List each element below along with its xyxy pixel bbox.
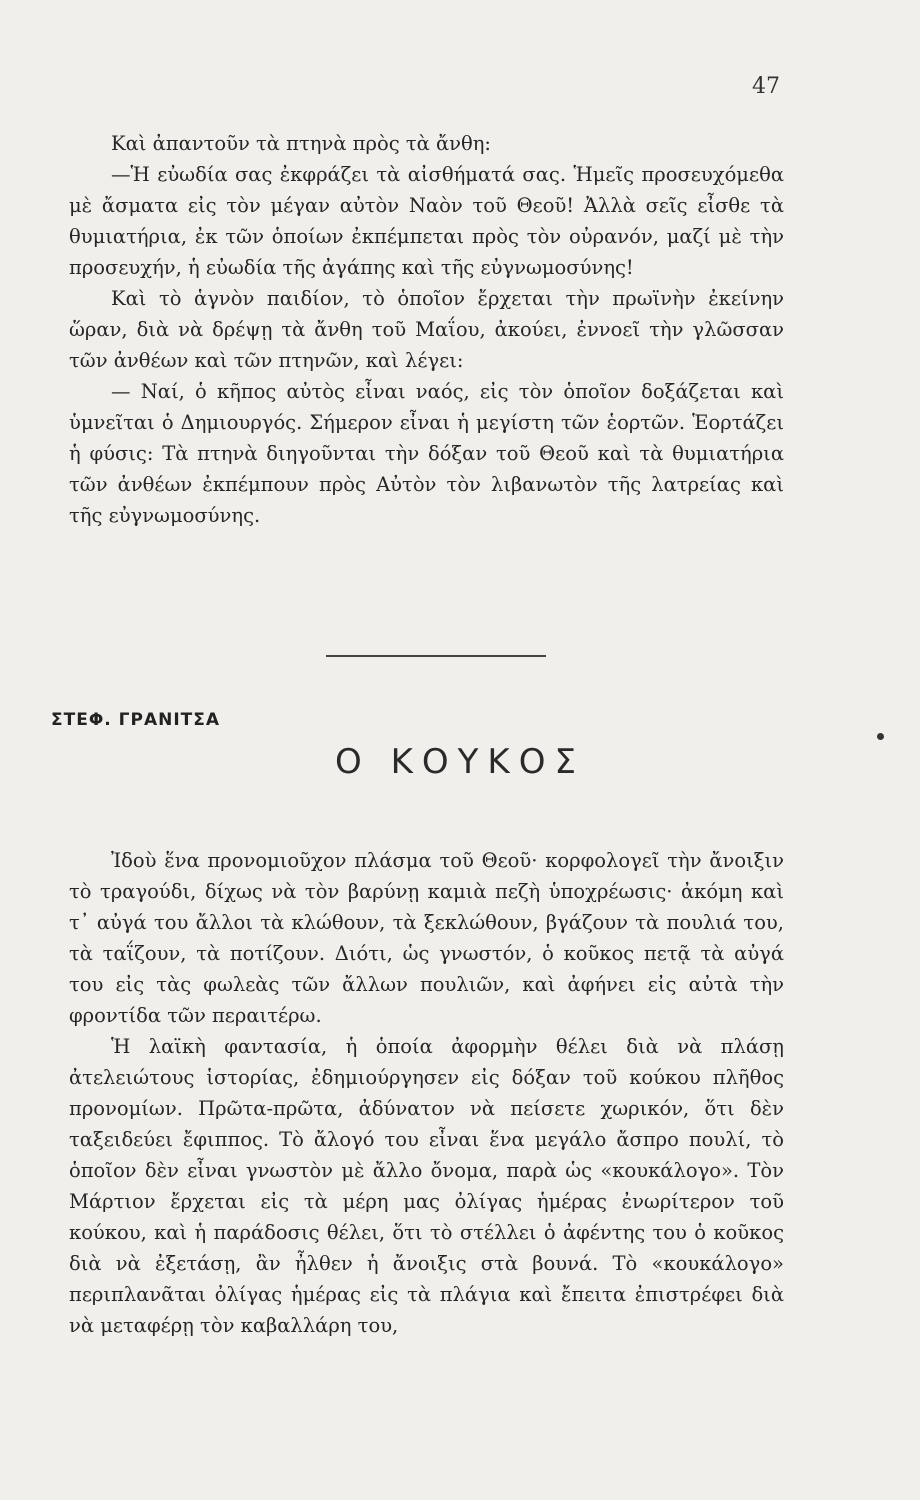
paragraph: —Ἡ εὐωδία σας ἐκφράζει τὰ αἰσθήματά σας. Ἡμεῖς προσευχόμεθα μὲ ἄσματα εἰς τὸν μέγαν αὐτὸν Ναὸν τοῦ Θεοῦ! Ἀλλὰ σεῖς εἶσθε τὰ θυμιατήρια, ἐκ τῶν ὁποίων ἐκπέμπεται πρὸς τὸν οὐρανόν, μαζί μὲ τὴν προσευχήν, ἡ εὐωδία τῆς ἀγάπης καὶ τῆς εὐγνωμοσύνης! [69,163,784,279]
paragraph: Ἡ λαϊκὴ φαντασία, ἡ ὁποία ἀφορμὴν θέλει διὰ νὰ πλάσῃ ἀτελειώτους ἱστορίας, ἐδημιούργησεν εἰς δόξαν τοῦ κούκου πλῆθος προνομίων. Πρῶτα-πρῶτα, ἀδύνατον νὰ πείσετε χωρικόν, ὅτι δὲν ταξειδεύει ἔφιππος. Τὸ ἄλογό του εἶναι ἕνα μεγάλο ἄσπρο πουλί, τὸ ὁποῖον δὲν εἶναι γνωστὸν μὲ ἄλλο ὄνομα, παρὰ ὡς «κουκάλογο». Τὸν Μάρτιον ἔρχεται εἰς τὰ μέρη μας ὀλίγας ἡμέρας ἐνωρίτερον τοῦ κούκου, καὶ ἡ παράδοσις θέλει, ὅτι τὸ στέλλει ὁ ἀφέντης του ὁ κοῦκος διὰ νὰ ἐξετάσῃ, ἂν ἦλθεν ἡ ἄνοιξις στὰ βουνά. Τὸ «κουκάλογο» περιπλανᾶται ὀλίγας ἡμέρας εἰς τὰ πλάγια καὶ ἔπειτα ἐπιστρέφει διὰ νὰ μεταφέρῃ τὸν καβαλλάρη του, [69,1035,784,1337]
author-name: ΣΤΕΦ. ΓΡΑΝΙΤΣΑ [51,710,221,730]
paragraph: Ἰδοὺ ἕνα προνομιοῦχον πλάσμα τοῦ Θεοῦ· κορφολογεῖ τὴν ἄνοιξιν τὸ τραγούδι, δίχως νὰ τὸν βαρύνῃ καμιὰ πεζὴ ὑποχρέωσις· ἀκόμη καὶ τ᾿ αὐγά του ἄλλοι τὰ κλώθουν, τὰ ξεκλώθουν, βγάζουν τὰ πουλιά του, τὰ ταΐζουν, τὰ ποτίζουν. Διότι, ὡς γνωστόν, ὁ κοῦκος πετᾷ τὰ αὐγά του εἰς τὰς φωλεὰς τῶν ἄλλων πουλιῶν, καὶ ἀφήνει εἰς αὐτὰ τὴν φροντίδα τῶν περαιτέρω. [69,849,784,1027]
article-title: Ο ΚΟΥΚΟΣ [335,742,585,782]
text-block-upper [69,128,784,531]
text-block-lower [69,845,784,1341]
paragraph: Καὶ τὸ ἁγνὸν παιδίον, τὸ ὁποῖον ἔρχεται τὴν πρωϊνὴν ἐκείνην ὥραν, διὰ νὰ δρέψῃ τὰ ἄνθη τοῦ Μαΐου, ἀκούει, ἐννοεῖ τὴν γλῶσσαν τῶν ἀνθέων καὶ τῶν πτηνῶν, καὶ λέγει: [69,287,784,372]
paragraph: — Ναί, ὁ κῆπος αὐτὸς εἶναι ναός, εἰς τὸν ὁποῖον δοξάζεται καὶ ὑμνεῖται ὁ Δημιουργός. Σήμερον εἶναι ἡ μεγίστη τῶν ἑορτῶν. Ἑορτάζει ἡ φύσις: Τὰ πτηνὰ διηγοῦνται τὴν δόξαν τοῦ Θεοῦ καὶ τὰ θυμιατήρια τῶν ἀνθέων ἐκπέμπουν πρὸς Αὐτὸν τὸν λιβανωτὸν τῆς λατρείας καὶ τῆς εὐγνωμοσύνης. [69,380,784,527]
section-divider [326,655,546,657]
page-number: 47 [752,74,780,99]
ink-dot [877,733,884,740]
paragraph: Καὶ ἀπαντοῦν τὰ πτηνὰ πρὸς τὰ ἄνθη: [111,132,491,155]
